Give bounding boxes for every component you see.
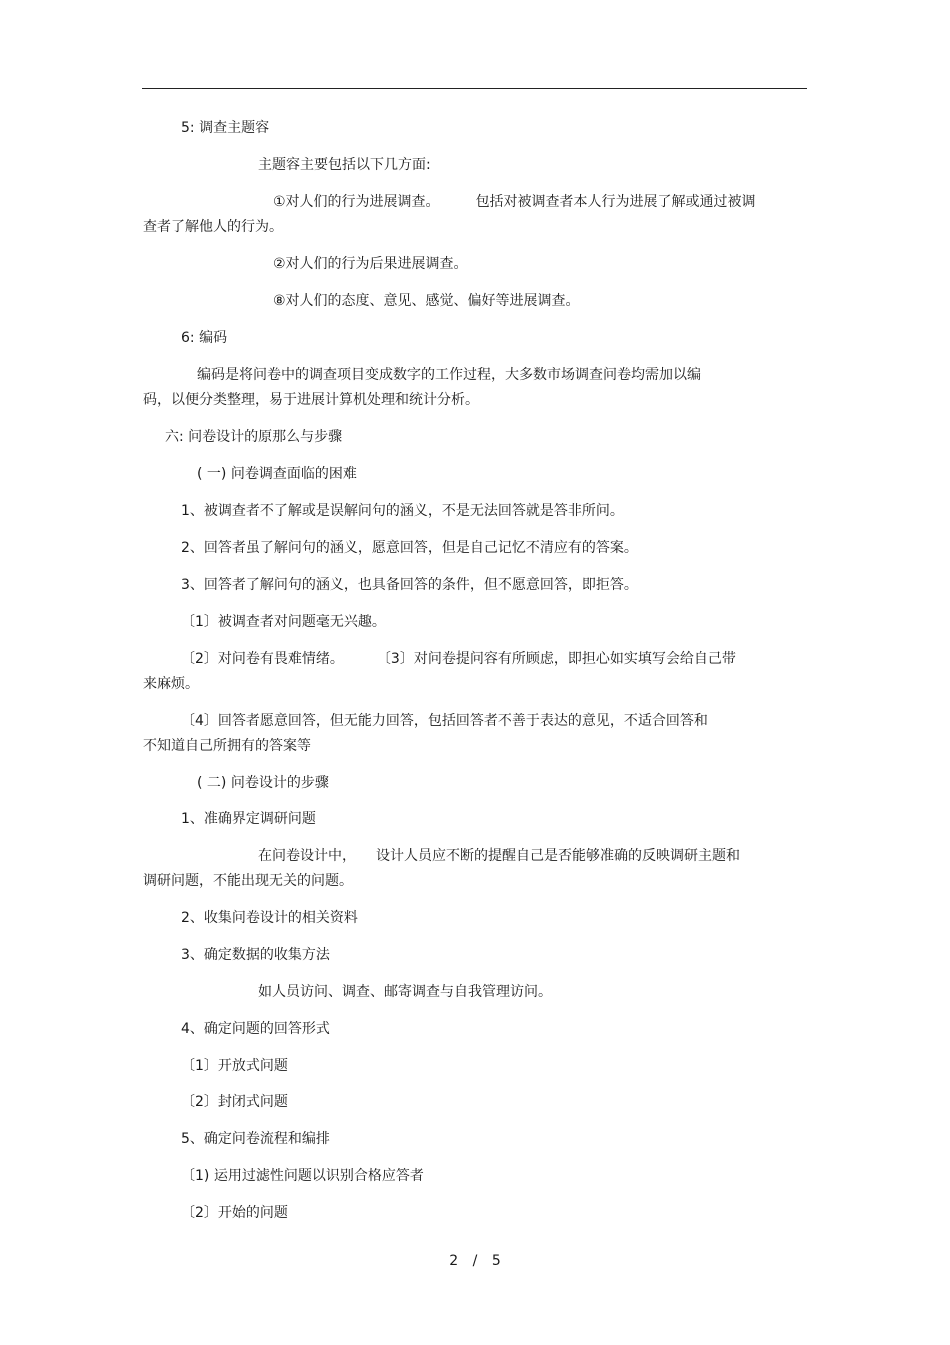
paragraph-line: ②对人们的行为后果进展调查。 (273, 256, 468, 272)
list-item: 3、确定数据的收集方法 (181, 947, 330, 963)
list-item: 4、确定问题的回答形式 (181, 1021, 330, 1037)
paragraph-line: 如人员访问、调查、邮寄调查与自我管理访问。 (258, 984, 552, 1000)
paragraph-line: 来麻烦。 (143, 676, 199, 692)
list-item (181, 651, 736, 667)
text-segment: 包括对被调查者本人行为进展了解或通过被调 (475, 194, 756, 210)
paragraph-line: ⑧对人们的态度、意见、感觉、偏好等进展调查。 (273, 293, 580, 309)
current-page: 2 (449, 1253, 459, 1269)
list-item: 2、回答者虽了解问句的涵义，愿意回答，但是自己记忆不清应有的答案。 (181, 540, 638, 556)
list-item: 〔1〕开放式问题 (181, 1058, 288, 1074)
list-item: 〔4〕回答者愿意回答，但无能力回答，包括回答者不善于表达的意见，不适合回答和 (181, 713, 708, 729)
list-item: 3、回答者了解问句的涵义，也具备回答的条件，但不愿意回答，即拒答。 (181, 577, 638, 593)
section-6-heading: 6: 编码 (181, 330, 228, 346)
paragraph-line: 查者了解他人的行为。 (143, 219, 283, 235)
paragraph-line (258, 848, 740, 864)
subsection-heading: ( 一) 问卷调查面临的困难 (197, 466, 357, 482)
list-item: 1、准确界定调研问题 (181, 811, 316, 827)
section-5-heading: 5: 调查主题容 (181, 120, 270, 136)
list-item: 5、确定问卷流程和编排 (181, 1131, 330, 1147)
paragraph-line (273, 194, 756, 210)
text-segment: 在问卷设计中， (258, 848, 356, 864)
list-item: 〔1) 运用过滤性问题以识别合格应答者 (181, 1168, 424, 1184)
subsection-heading: ( 二) 问卷设计的步骤 (197, 775, 329, 791)
list-item: 2、收集问卷设计的相关资料 (181, 910, 358, 926)
text-segment: 〔3〕对问卷提问容有所顾虑，即担心如实填写会给自己带 (376, 651, 736, 667)
list-item: 〔2〕开始的问题 (181, 1205, 288, 1221)
list-item: 1、被调查者不了解或是误解问句的涵义，不是无法回答就是答非所问。 (181, 503, 624, 519)
page-separator: / (472, 1253, 478, 1269)
paragraph-line: 不知道自己所拥有的答案等 (143, 738, 311, 754)
list-item: 〔2〕封闭式问题 (181, 1094, 288, 1110)
list-item: 〔1〕被调查者对问题毫无兴趣。 (181, 614, 386, 630)
paragraph-line: 编码是将问卷中的调查项目变成数字的工作过程，大多数市场调查问卷均需加以编 (197, 367, 701, 383)
text-segment: 设计人员应不断的提醒自己是否能够准确的反映调研主题和 (376, 848, 740, 864)
page-number (0, 1253, 950, 1269)
paragraph-line: 调研问题，不能出现无关的问题。 (143, 873, 353, 889)
header-rule (142, 88, 807, 89)
text-segment: 〔2〕对问卷有畏难情绪。 (181, 651, 344, 667)
total-pages: 5 (491, 1253, 501, 1269)
text-segment: ①对人们的行为进展调查。 (273, 194, 440, 210)
paragraph-line: 码，以便分类整理，易于进展计算机处理和统计分析。 (143, 392, 479, 408)
chapter-heading: 六: 问卷设计的原那么与步骤 (165, 429, 343, 445)
paragraph-line: 主题容主要包括以下几方面: (258, 157, 431, 173)
